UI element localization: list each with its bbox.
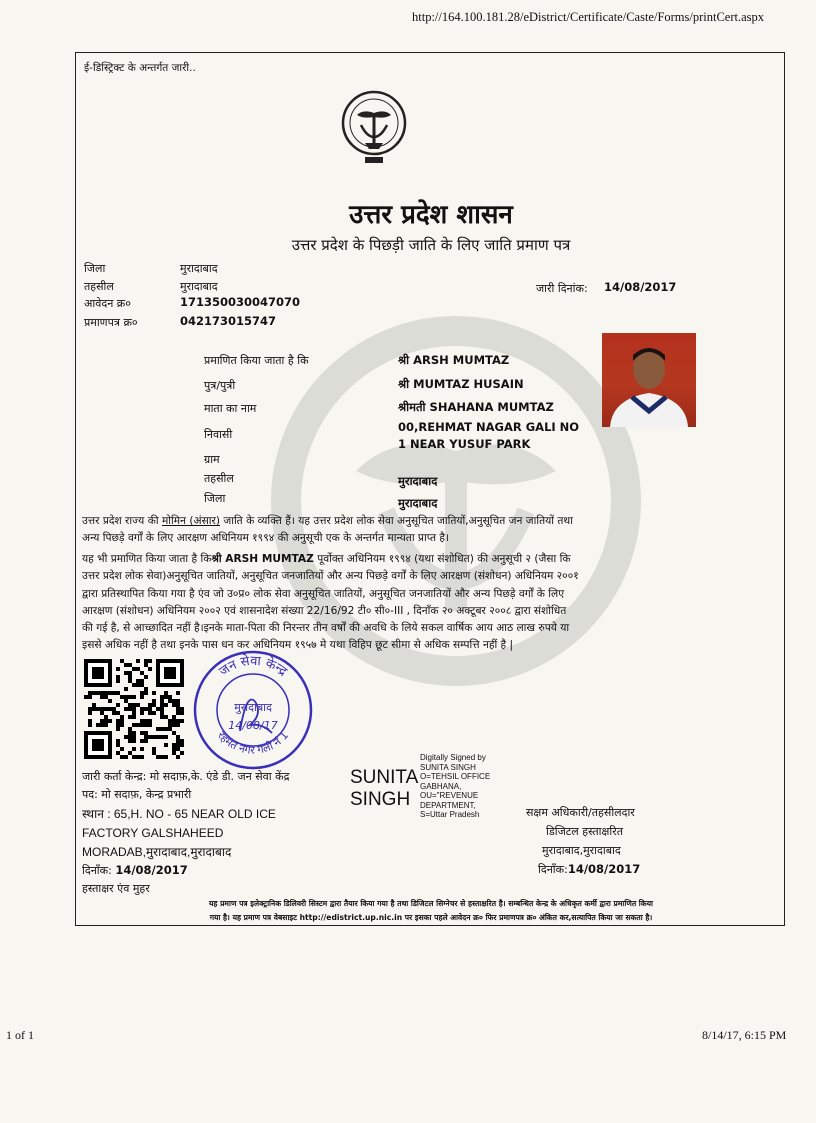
signer-name-large — [350, 767, 418, 811]
p2-part-a: यह भी प्रमाणित किया जाता है कि — [82, 553, 212, 565]
parent-label: पुत्र/पुत्री — [204, 379, 236, 392]
district-label: जिला — [84, 262, 106, 275]
issue-date: 14/08/2017 — [604, 280, 677, 294]
village-label: ग्राम — [204, 453, 220, 466]
stamp-center-text: मुरादाबाद — [234, 701, 272, 714]
p2-line5: की गई है, से आच्छादित नहीं है।इनके माता-पिता की निरन्तर तीन वर्षों की अवधि के लिये सकल वार्षिक आय आठ लाख रुपये या — [82, 622, 570, 635]
p2-line6: इससे अधिक नहीं है तथा इनके पास धन कर अधिनियम १९५७ मे यथा विहिप छूट सीमा से अधिक सम्पत्ति नहीं है | — [82, 639, 514, 652]
certificate — [75, 52, 785, 926]
district-value: मुरादाबाद — [180, 262, 218, 275]
issue-date-label: जारी दिनांक: — [536, 282, 588, 295]
p2-line2: उत्तर प्रदेश लोक सेवा)अनुसूचित जातियों, अनुसूचित जनजातियों और अन्य पिछड़े वर्गों के लिए आरक्षण (संशोधन) अधिनियम २००१ — [82, 570, 579, 583]
person-tehsil-label: तहसील — [204, 472, 234, 485]
authority-title: सक्षम अधिकारी/तहसीलदार — [526, 806, 635, 819]
resident-line1: 00,REHMAT NAGAR GALI NO — [398, 420, 580, 434]
mother-name: श्रीमती SHAHANA MUMTAZ — [398, 400, 554, 414]
p1-line2: अन्य पिछड़े वर्गों के लिए आरक्षण अधिनियम १९९४ की अनुसूची एक के अन्तर्गत मान्यता प्राप्त है। — [82, 532, 450, 545]
resident-line2: 1 NEAR YUSUF PARK — [398, 437, 531, 451]
print-timestamp: 8/14/17, 6:15 PM — [702, 1028, 787, 1042]
certificate-number: 042173015747 — [180, 314, 277, 328]
holder-photo — [602, 333, 696, 427]
issuer-date-value: 14/08/2017 — [115, 863, 188, 877]
sig-line3: O=TEHSIL OFFICE — [420, 772, 491, 781]
address-line3: MORADAB,मुरादाबाद,मुरादाबाद — [82, 845, 232, 859]
sig-line1: Digitally Signed by — [420, 753, 486, 762]
issuer-date — [82, 863, 188, 878]
certificate-subtitle: उत्तर प्रदेश के पिछड़ी जाति के लिए जाति प्रमाण पत्र — [291, 236, 571, 254]
p2-holder-name: श्री ARSH MUMTAZ — [211, 553, 314, 565]
sig-line4: GABHANA, — [420, 781, 462, 791]
application-number: 171350030047070 — [180, 295, 301, 309]
authority-place: मुरादाबाद,मुरादाबाद — [542, 844, 621, 857]
authority-date — [538, 862, 640, 877]
authority-digital-sign: डिजिटल हस्ताक्षरित — [546, 825, 623, 838]
sign-seal-label: हस्ताक्षर एंव मुहर — [82, 882, 150, 895]
issuing-center: जारी कर्ता केन्द्र: मो सदाफ़,के. एंडे डी. जन सेवा केंद्र — [82, 770, 290, 783]
p2-part-b: पूर्वोक्त अधिनियम १९९४ (यथा संशोधित) की अनुसूची २ (जैसा कि — [313, 553, 571, 565]
p2-line4: आरक्षण (संशोधन) अधिनियम २००२ एवं शासनादेश संख्या 22/16/92 टी० सी०-III , दिनाँक २० अक्टूबर २००८ द्वारा संशोधित — [82, 604, 567, 617]
stamp-date: 14/08/17 — [228, 719, 278, 732]
seal-stamp — [192, 649, 314, 771]
address-line1: स्थान : 65,H. NO - 65 NEAR OLD ICE — [82, 807, 276, 821]
mother-label: माता का नाम — [204, 402, 257, 415]
application-label: आवेदन क्र० — [84, 297, 131, 310]
p1-part-b: जाति के व्यक्ति हैं। यह उत्तर प्रदेश लोक सेवा अनुसूचित जातियों,अनुसूचित जन जातियों तथा — [219, 515, 573, 527]
sig-line5: OU="REVENUE — [420, 791, 479, 800]
creamy-layer-paragraph — [82, 551, 782, 655]
issuer-post: पद: मो सदाफ़, केन्द्र प्रभारी — [82, 788, 192, 801]
person-tehsil: मुरादाबाद — [398, 474, 438, 488]
certificate-title: उत्तर प्रदेश शासन — [349, 200, 513, 230]
authority-date-value: 14/08/2017 — [567, 862, 641, 876]
address-line2: FACTORY GALSHAHEED — [82, 826, 224, 840]
verification-note-line2: गया है। यह प्रमाण पत्र वेबसाइट http://edistrict.up.nic.in पर इसका पहले आवेदन क्र० फिर प्रमाणपत्र क्र० अंकित कर,सत्यापित किया जा सकता है। — [209, 913, 653, 922]
page-count: 1 of 1 — [6, 1028, 34, 1042]
browser-url: http://164.100.181.28/eDistrict/Certificate/Caste/Forms/printCert.aspx — [412, 10, 765, 24]
certified-label: प्रमाणित किया जाता है कि — [204, 354, 309, 367]
holder-name: श्री ARSH MUMTAZ — [398, 353, 510, 367]
qr-code — [84, 659, 184, 759]
stamp-top-text: जन सेवा केन्द्र — [216, 653, 290, 680]
p2-line3: द्वारा प्रतिस्थापित किया गया है एंव जो उ०प्र० लोक सेवा अनुसूचित जातियों, अनुसूचित जनजातियों और अन्य पिछड़े वर्गों के लिए — [82, 587, 565, 600]
p1-part-a: उत्तर प्रदेश राज्य की — [82, 515, 162, 527]
stamp-bottom-text: रहमत नगर गली नं 1 — [214, 728, 292, 757]
authority-date-label: दिनाँक: — [538, 863, 568, 876]
digital-signature-details — [420, 753, 490, 820]
up-emblem — [341, 85, 407, 167]
caste-name: मोमिन (अंसार) — [161, 515, 220, 527]
eligibility-paragraph — [82, 513, 782, 548]
signer-last: SINGH — [350, 789, 411, 810]
person-district-label: जिला — [204, 492, 226, 505]
sig-line7: S=Uttar Pradesh — [420, 810, 480, 819]
certificate-number-label: प्रमाणपत्र क्र० — [84, 316, 138, 329]
issuer-date-label: दिनाँक: — [82, 864, 112, 877]
tehsil-label: तहसील — [84, 280, 114, 293]
verification-note — [76, 897, 786, 925]
issuer-address — [82, 805, 276, 862]
svg-text:रहमत नगर गली नं 1 — [215, 729, 291, 757]
person-district: मुरादाबाद — [398, 496, 438, 510]
resident-label: निवासी — [204, 428, 233, 441]
sig-line2: SUNITA SINGH — [420, 762, 476, 772]
sig-line6: DEPARTMENT, — [420, 800, 476, 810]
header-note: ई-डिस्ट्रिक्ट के अन्तर्गत जारी.. — [84, 62, 196, 74]
parent-name: श्री MUMTAZ HUSAIN — [398, 377, 524, 391]
tehsil-value: मुरादाबाद — [180, 280, 218, 293]
signer-first: SUNITA — [350, 767, 419, 788]
verification-note-line1: यह प्रमाण पत्र इलेक्ट्रानिक डिलिवरी सिस्टम द्वारा तैयार किया गया है तथा डिजिटल सिग्नेचर से हस्ताक्षरित है। सम्बन्धित केन्द्र के अधिकृत कर्मी द्वारा प्रमाणित किया — [209, 899, 653, 908]
